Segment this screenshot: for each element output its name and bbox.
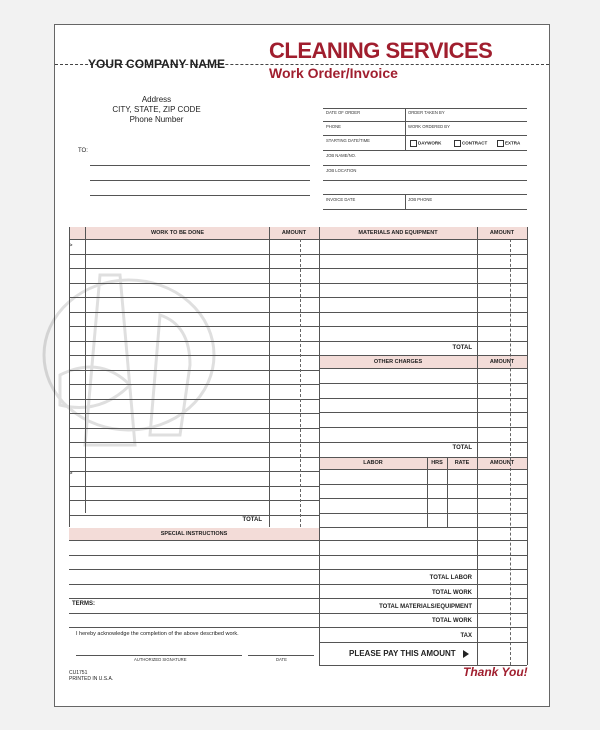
labor-row-line[interactable]: [319, 513, 527, 514]
tax-row-line[interactable]: [319, 642, 527, 643]
materials-row-line[interactable]: [319, 297, 527, 298]
work-row-line[interactable]: [69, 312, 319, 313]
other-amount-header: AMOUNT: [489, 359, 515, 365]
form-code: CU1751: [69, 670, 88, 676]
work-header: WORK TO BE DONE: [150, 230, 205, 236]
materials-row-line[interactable]: [319, 254, 527, 255]
extra-checkbox[interactable]: EXTRA: [497, 140, 520, 147]
materials-total-label: TOTAL: [452, 345, 472, 351]
hrs-header: HRS: [431, 460, 443, 466]
arrow-right-icon: [463, 650, 469, 658]
special-row-line[interactable]: [69, 569, 527, 570]
invoice-date-label: INVOICE DATE: [326, 197, 356, 202]
form-subtitle: Work Order/Invoice: [269, 65, 398, 81]
daywork-checkbox[interactable]: DAYWORK: [410, 140, 441, 147]
materials-row-line[interactable]: [319, 283, 527, 284]
work-total-label: TOTAL: [242, 517, 262, 523]
date-label: DATE: [276, 657, 287, 662]
other-row-line[interactable]: [319, 398, 527, 399]
labor-row-line[interactable]: [319, 484, 527, 485]
total-materials-label: TOTAL MATERIALS/EQUIPMENT: [379, 604, 472, 610]
to-label: TO:: [78, 148, 88, 154]
work-row-line[interactable]: [69, 239, 319, 240]
date-of-order-label: DATE OF ORDER: [326, 110, 361, 115]
labor-amount-header: AMOUNT: [489, 460, 515, 466]
company-name: YOUR COMPANY NAME: [88, 57, 225, 71]
other-row-line[interactable]: [319, 383, 527, 384]
form-title: CLEANING SERVICES: [269, 38, 493, 63]
materials-row-line[interactable]: [319, 341, 527, 342]
materials-header: MATERIALS AND EQUIPMENT: [358, 230, 438, 236]
other-row-line[interactable]: [319, 368, 527, 369]
total-work-label: TOTAL WORK: [432, 590, 472, 596]
company-city: CITY, STATE, ZIP CODE: [112, 105, 201, 114]
company-address: Address: [141, 95, 172, 104]
materials-row-line[interactable]: [319, 312, 527, 313]
row-marker: >: [69, 243, 73, 249]
work-row-line[interactable]: [69, 457, 319, 458]
rate-header: RATE: [454, 460, 470, 466]
checkbox-icon: [410, 140, 417, 147]
work-ordered-by-label: WORK ORDERED BY: [408, 124, 450, 129]
work-row-line[interactable]: [69, 442, 319, 443]
labor-row-line[interactable]: [319, 498, 527, 499]
total-labor-label: TOTAL LABOR: [429, 575, 472, 581]
other-row-line[interactable]: [319, 412, 527, 413]
materials-row-line[interactable]: [319, 355, 527, 356]
signature-line[interactable]: [76, 655, 242, 656]
other-total-label: TOTAL: [452, 445, 472, 451]
contract-checkbox[interactable]: CONTRACT: [454, 140, 487, 147]
printed-in: PRINTED IN U.S.A.: [69, 676, 114, 682]
work-row-line[interactable]: [69, 471, 319, 472]
pay-amount-label: PLEASE PAY THIS AMOUNT: [349, 649, 456, 658]
thank-you-text: Thank You!: [463, 665, 528, 679]
work-row-line[interactable]: [69, 297, 319, 298]
to-line-2[interactable]: [90, 180, 310, 181]
special-row-line[interactable]: [69, 540, 527, 541]
to-line-3[interactable]: [90, 195, 310, 196]
work-row-line[interactable]: [69, 268, 319, 269]
other-row-line[interactable]: [319, 427, 527, 428]
other-header: OTHER CHARGES: [373, 359, 423, 365]
starting-date-label: STARTING DATE/TIME: [326, 138, 370, 143]
work-row-line[interactable]: [69, 384, 319, 385]
labor-row-line[interactable]: [319, 527, 527, 528]
work-row-line[interactable]: [69, 355, 319, 356]
special-row-line[interactable]: [69, 584, 527, 585]
checkbox-icon: [454, 140, 461, 147]
work-row-line[interactable]: [69, 254, 319, 255]
date-line[interactable]: [248, 655, 314, 656]
row-marker: >: [69, 471, 73, 477]
job-name-label: JOB NAME/NO.: [326, 153, 357, 158]
labor-header: LABOR: [363, 460, 383, 466]
signature-label: AUTHORIZED SIGNATURE: [134, 657, 187, 662]
tax-label: TAX: [460, 633, 472, 639]
materials-row-line[interactable]: [319, 268, 527, 269]
other-row-line[interactable]: [319, 457, 527, 458]
work-row-line[interactable]: [69, 486, 319, 487]
other-row-line[interactable]: [319, 442, 527, 443]
terms-label: TERMS:: [72, 601, 95, 607]
work-row-line[interactable]: [69, 413, 319, 414]
work-row-line[interactable]: [69, 515, 319, 516]
job-phone-label: JOB PHONE: [408, 197, 433, 202]
to-line-1[interactable]: [90, 165, 310, 166]
work-row-line[interactable]: [69, 370, 319, 371]
checkbox-icon: [497, 140, 504, 147]
acknowledge-text: I hereby acknowledge the completion of the above described work.: [76, 631, 239, 637]
work-amount-header: AMOUNT: [281, 230, 307, 236]
materials-row-line[interactable]: [319, 326, 527, 327]
special-row-line[interactable]: [69, 555, 527, 556]
work-row-line[interactable]: [69, 428, 319, 429]
labor-row-line[interactable]: [319, 469, 527, 470]
work-row-line[interactable]: [69, 341, 319, 342]
materials-amount-header: AMOUNT: [489, 230, 515, 236]
order-taken-by-label: ORDER TAKEN BY: [408, 110, 445, 115]
work-row-line[interactable]: [69, 283, 319, 284]
special-row-line[interactable]: [69, 598, 527, 599]
work-row-line[interactable]: [69, 399, 319, 400]
special-instructions-header: SPECIAL INSTRUCTIONS: [160, 531, 228, 537]
phone-label: PHONE: [326, 124, 341, 129]
total-work-2-label: TOTAL WORK: [432, 618, 472, 624]
special-row-line[interactable]: [69, 613, 527, 614]
materials-row-line[interactable]: [319, 239, 527, 240]
job-location-label: JOB LOCATION: [326, 168, 357, 173]
company-phone: Phone Number: [129, 115, 184, 124]
work-row-line[interactable]: [69, 326, 319, 327]
work-row-line[interactable]: [69, 500, 319, 501]
